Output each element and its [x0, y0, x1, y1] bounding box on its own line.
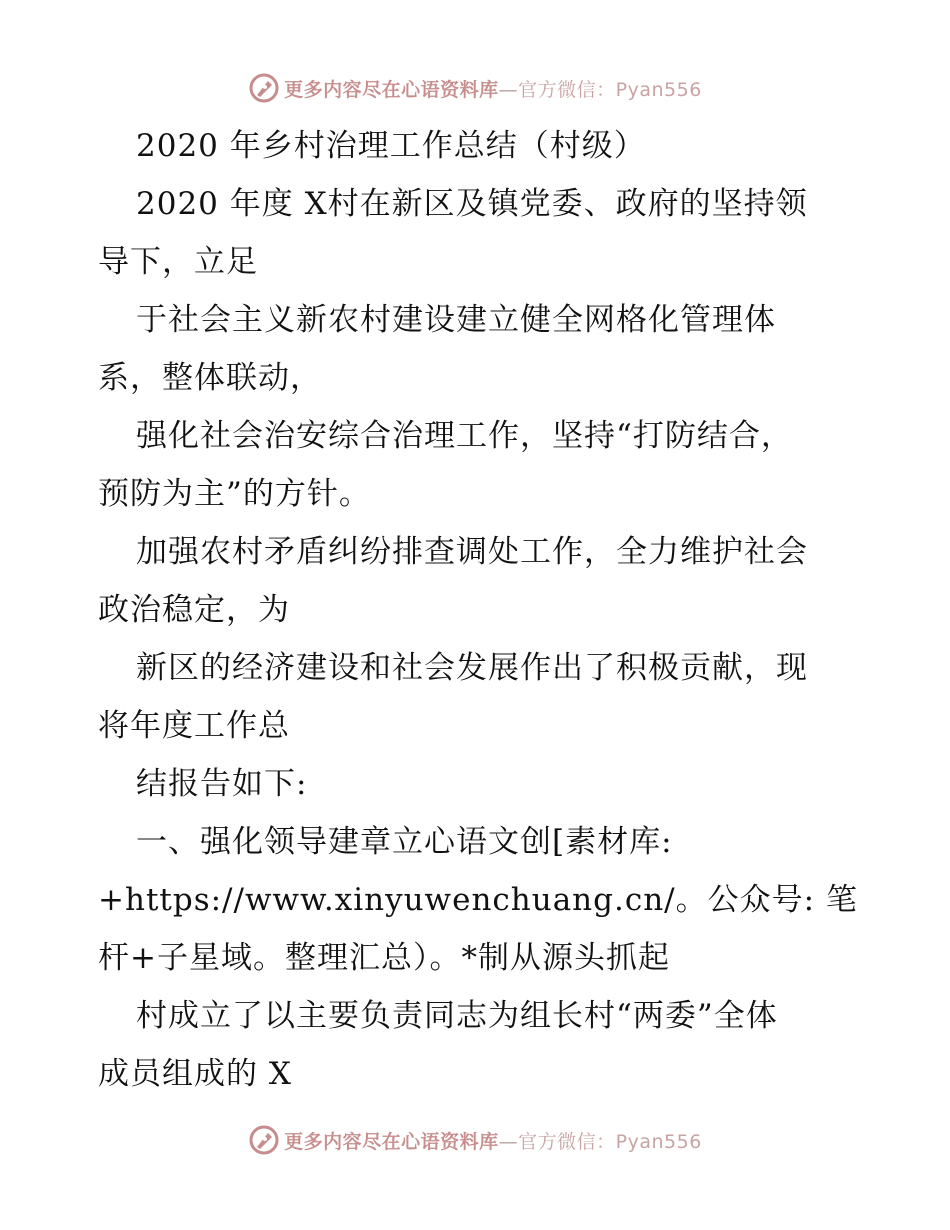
paragraph-line: 成员组成的 X [98, 1056, 292, 1092]
watermark-main: 更多内容尽在心语资料库 [284, 78, 499, 101]
watermark-text [284, 75, 702, 102]
paragraph-line: 杆+子星域。整理汇总）。*制从源头抓起 [98, 940, 670, 976]
document-title: 2020 年乡村治理工作总结（村级） [136, 128, 646, 164]
pen-nib-logo-icon [248, 1124, 280, 1156]
watermark-main: 更多内容尽在心语资料库 [284, 1130, 499, 1153]
paragraph-line: 新区的经济建设和社会发展作出了积极贡献，现 [136, 650, 808, 686]
paragraph-line: 2020 年度 X村在新区及镇党委、政府的坚持领 [136, 186, 808, 222]
watermark-text [284, 1127, 702, 1154]
paragraph-line: 结报告如下: [136, 766, 308, 802]
paragraph-line: +https://www.xinyuwenchuang.cn/。公众号: 笔 [98, 882, 858, 918]
watermark-dash: — [498, 78, 519, 101]
watermark-wechat: 官方微信：Pyan556 [518, 1130, 702, 1153]
document-body [98, 117, 858, 1103]
paragraph-line: 预防为主”的方针。 [98, 476, 371, 512]
watermark-dash: — [498, 1130, 519, 1153]
pen-nib-logo-icon [248, 72, 280, 104]
watermark-wechat: 官方微信：Pyan556 [518, 78, 702, 101]
footer-watermark [0, 1120, 950, 1160]
paragraph-line: 将年度工作总 [98, 708, 290, 744]
paragraph-line: 村成立了以主要负责同志为组长村“两委”全体 [136, 998, 778, 1034]
paragraph-line: 加强农村矛盾纠纷排查调处工作，全力维护社会 [136, 534, 808, 570]
section-heading: 一、强化领导建章立心语文创[素材库: [136, 824, 673, 860]
paragraph-line: 于社会主义新农村建设建立健全网格化管理体 [136, 302, 776, 338]
paragraph-line: 强化社会治安综合治理工作，坚持“打防结合， [136, 418, 793, 454]
header-watermark [0, 68, 950, 108]
paragraph-line: 系，整体联动， [98, 360, 322, 396]
paragraph-line: 政治稳定，为 [98, 592, 290, 628]
paragraph-line: 导下，立足 [98, 244, 258, 280]
